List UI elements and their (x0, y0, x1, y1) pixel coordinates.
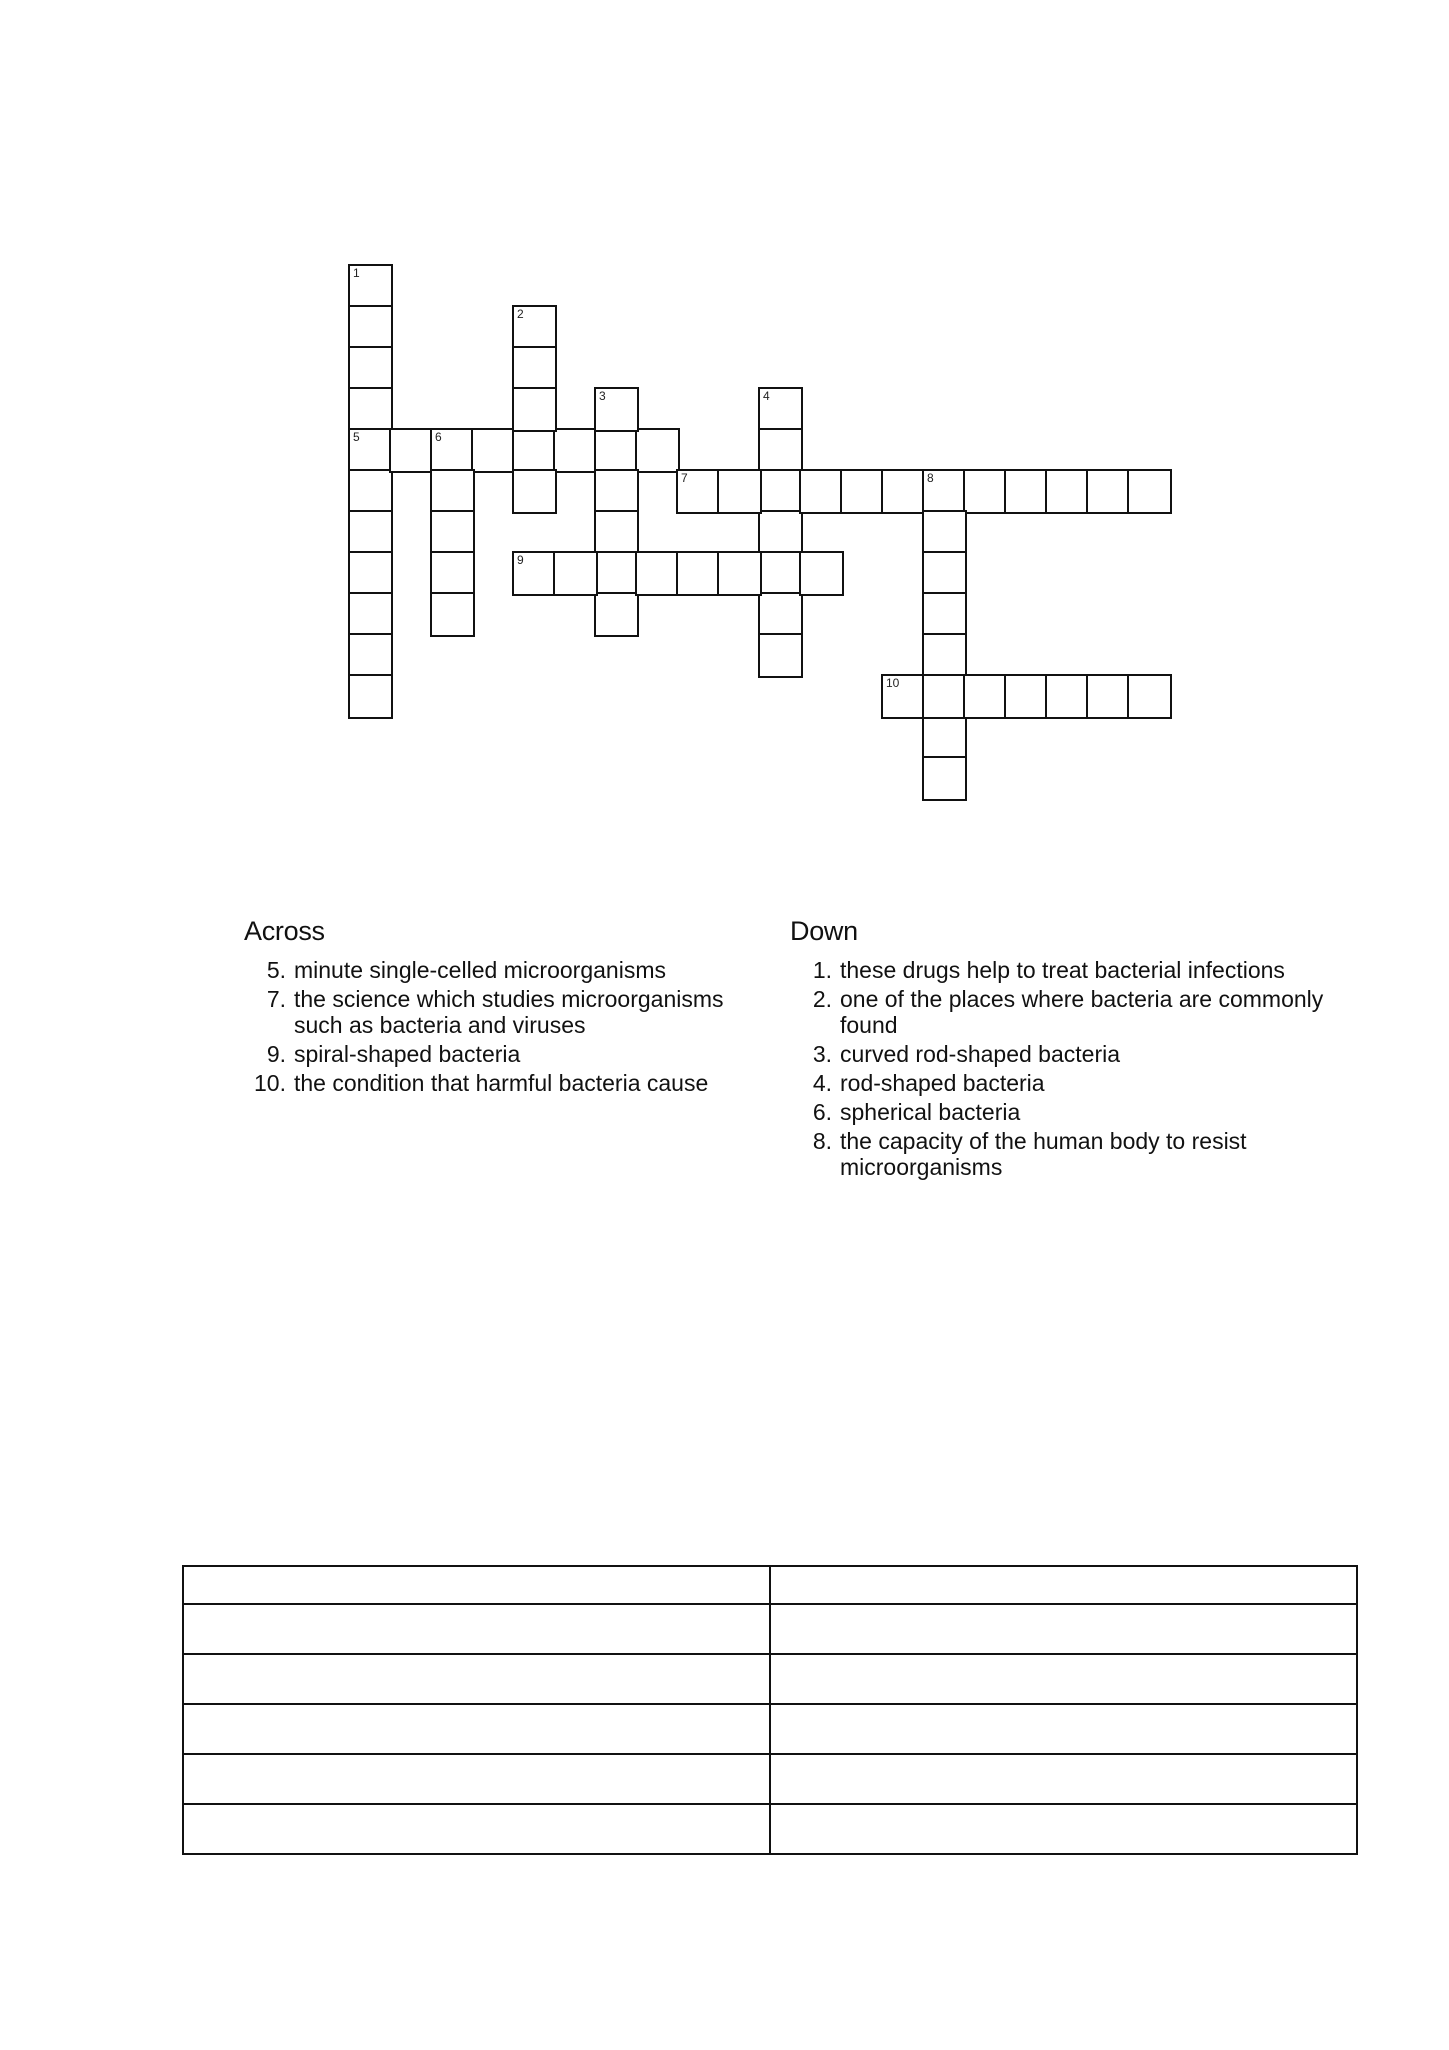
table-row (183, 1654, 1357, 1704)
crossword-cell[interactable] (922, 756, 967, 801)
crossword-cell[interactable] (348, 551, 393, 596)
table-row (183, 1566, 1357, 1604)
table-cell[interactable] (770, 1604, 1357, 1654)
down-heading: Down (790, 916, 858, 946)
table-row (183, 1804, 1357, 1854)
crossword-cell[interactable] (348, 428, 393, 473)
crossword-cell[interactable] (594, 551, 639, 596)
crossword-cell[interactable] (717, 551, 762, 596)
cell-number: 9 (517, 553, 524, 567)
clue-across-5: 5. minute single-celled microorganisms (266, 957, 666, 983)
cell-number: 8 (927, 471, 934, 485)
crossword-cell[interactable] (676, 551, 721, 596)
table-cell[interactable] (183, 1804, 770, 1854)
cell-number: 2 (517, 307, 524, 321)
table-cell[interactable] (183, 1566, 770, 1604)
cell-number: 4 (763, 389, 770, 403)
crossword-cell[interactable] (594, 387, 639, 432)
crossword-cell[interactable] (348, 510, 393, 555)
crossword-cell[interactable] (471, 428, 516, 473)
clue-down-2: 2. one of the places where bacteria are commonly found (812, 986, 1324, 1038)
crossword-cell[interactable] (430, 551, 475, 596)
crossword-cell[interactable] (881, 469, 926, 514)
crossword-cell[interactable] (348, 592, 393, 637)
crossword-cell[interactable] (430, 592, 475, 637)
crossword-cell[interactable] (758, 592, 803, 637)
crossword-cell[interactable] (1086, 674, 1131, 719)
crossword-cell[interactable] (881, 674, 926, 719)
crossword-cell[interactable] (758, 469, 803, 514)
table-cell[interactable] (183, 1704, 770, 1754)
table-cell[interactable] (183, 1654, 770, 1704)
crossword-cell[interactable] (348, 305, 393, 350)
crossword-cell[interactable] (512, 305, 557, 350)
cell-number: 3 (599, 389, 606, 403)
crossword-cell[interactable] (430, 428, 475, 473)
crossword-cell[interactable] (348, 264, 393, 309)
crossword-cell[interactable] (922, 633, 967, 678)
crossword-cell[interactable] (1045, 469, 1090, 514)
crossword-cell[interactable] (348, 387, 393, 432)
crossword-grid (0, 0, 1449, 820)
crossword-cell[interactable] (676, 469, 721, 514)
crossword-cell[interactable] (717, 469, 762, 514)
crossword-cell[interactable] (512, 428, 557, 473)
table-cell[interactable] (770, 1654, 1357, 1704)
crossword-cell[interactable] (1004, 674, 1049, 719)
crossword-cell[interactable] (922, 469, 967, 514)
down-clues (790, 916, 1350, 1183)
crossword-cell[interactable] (512, 469, 557, 514)
cell-number: 10 (886, 676, 900, 690)
crossword-cell[interactable] (1127, 674, 1172, 719)
crossword-cell[interactable] (635, 428, 680, 473)
crossword-cell[interactable] (553, 428, 598, 473)
cell-number: 5 (353, 430, 360, 444)
crossword-cell[interactable] (758, 551, 803, 596)
crossword-cell[interactable] (1086, 469, 1131, 514)
cell-number: 1 (353, 266, 360, 280)
crossword-cell[interactable] (922, 510, 967, 555)
crossword-cell[interactable] (594, 469, 639, 514)
across-clues (244, 916, 764, 1099)
crossword-cell[interactable] (553, 551, 598, 596)
crossword-cell[interactable] (922, 551, 967, 596)
table-cell[interactable] (770, 1566, 1357, 1604)
crossword-cell[interactable] (348, 674, 393, 719)
cell-number: 7 (681, 471, 688, 485)
crossword-cell[interactable] (758, 387, 803, 432)
table-cell[interactable] (770, 1804, 1357, 1854)
clue-down-4: 4. rod-shaped bacteria (812, 1070, 1045, 1096)
table-row (183, 1604, 1357, 1654)
crossword-cell[interactable] (922, 715, 967, 760)
crossword-cell[interactable] (922, 592, 967, 637)
crossword-cell[interactable] (635, 551, 680, 596)
clue-down-3: 3. curved rod-shaped bacteria (812, 1041, 1120, 1067)
crossword-cell[interactable] (348, 469, 393, 514)
crossword-cell[interactable] (594, 510, 639, 555)
crossword-cell[interactable] (1004, 469, 1049, 514)
across-heading: Across (244, 916, 325, 946)
crossword-cell[interactable] (963, 674, 1008, 719)
crossword-cell[interactable] (963, 469, 1008, 514)
crossword-cell[interactable] (348, 346, 393, 391)
clue-down-1: 1. these drugs help to treat bacterial infections (812, 957, 1285, 983)
table-cell[interactable] (770, 1754, 1357, 1804)
crossword-cell[interactable] (840, 469, 885, 514)
clue-across-9: 9. spiral-shaped bacteria (266, 1041, 521, 1067)
table-row (183, 1704, 1357, 1754)
crossword-cell[interactable] (512, 346, 557, 391)
crossword-cell[interactable] (799, 469, 844, 514)
crossword-cell[interactable] (512, 387, 557, 432)
crossword-cell[interactable] (594, 592, 639, 637)
crossword-cell[interactable] (1045, 674, 1090, 719)
clue-down-8: 8. the capacity of the human body to resist microorganisms (812, 1128, 1247, 1180)
crossword-cell[interactable] (758, 633, 803, 678)
crossword-cell[interactable] (512, 551, 557, 596)
table-cell[interactable] (183, 1754, 770, 1804)
crossword-cell[interactable] (430, 510, 475, 555)
answer-table (182, 1565, 1358, 1855)
table-cell[interactable] (770, 1704, 1357, 1754)
crossword-cell[interactable] (594, 428, 639, 473)
crossword-cell[interactable] (758, 428, 803, 473)
clue-across-10: 10. the condition that harmful bacteria cause (254, 1070, 709, 1096)
crossword-cell[interactable] (1127, 469, 1172, 514)
crossword-cell[interactable] (758, 510, 803, 555)
crossword-cell[interactable] (922, 674, 967, 719)
crossword-cell[interactable] (799, 551, 844, 596)
cell-number: 6 (435, 430, 442, 444)
crossword-cell[interactable] (389, 428, 434, 473)
table-cell[interactable] (183, 1604, 770, 1654)
clue-down-6: 6. spherical bacteria (812, 1099, 1021, 1125)
crossword-cell[interactable] (430, 469, 475, 514)
table-row (183, 1754, 1357, 1804)
clue-across-7: 7. the science which studies microorganisms such as bacteria and viruses (266, 986, 724, 1038)
crossword-cell[interactable] (348, 633, 393, 678)
